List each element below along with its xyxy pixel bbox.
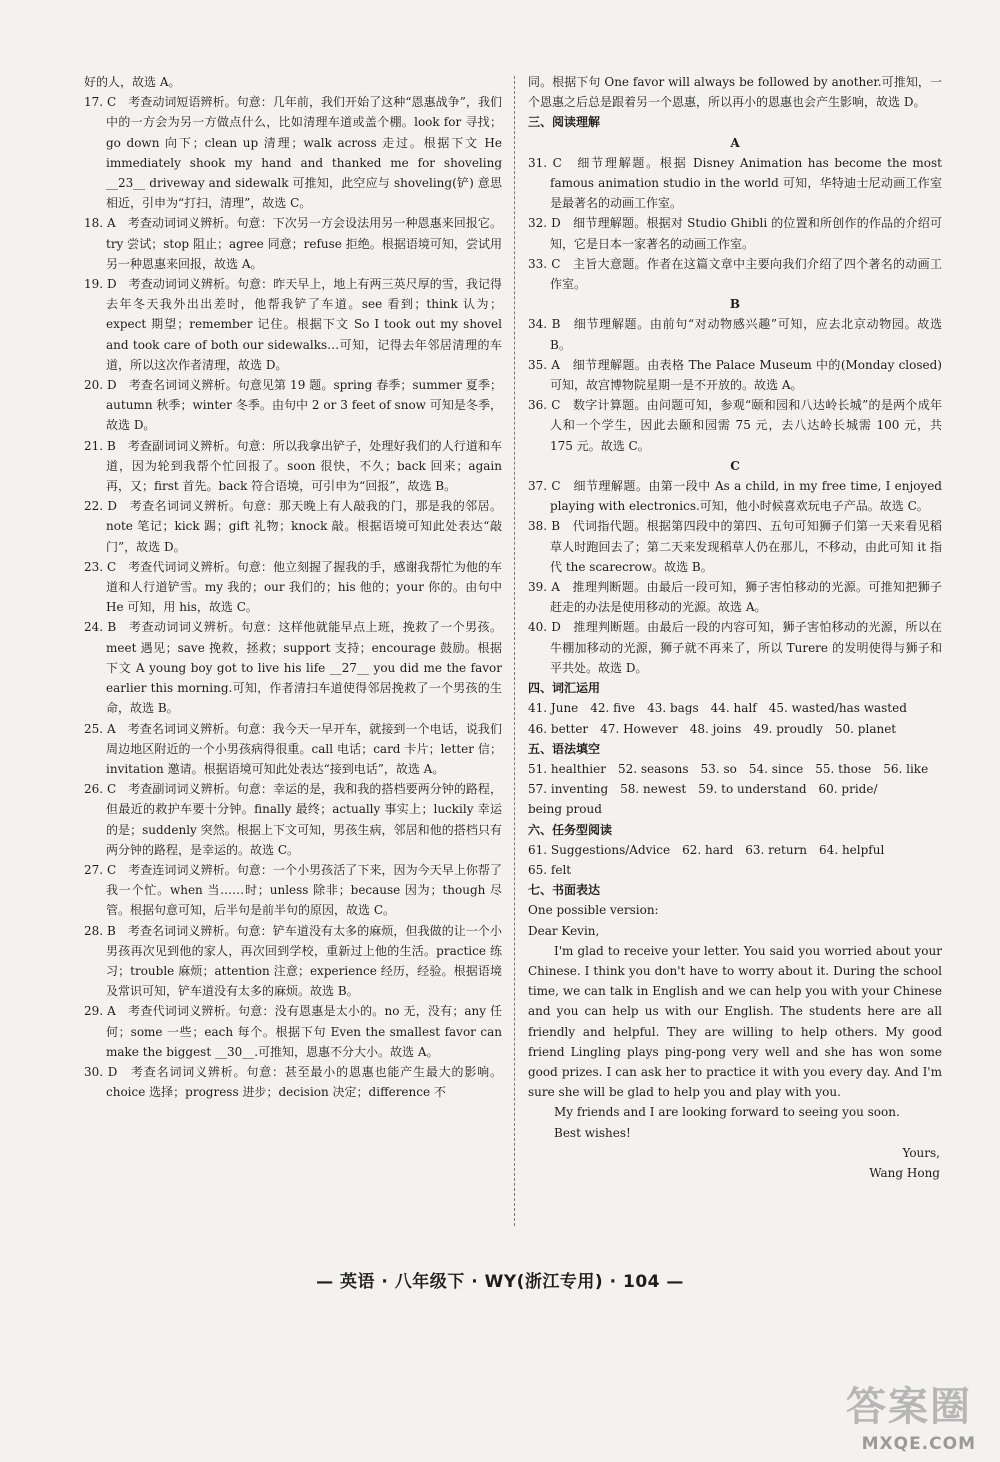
answer-cell: being proud [528, 802, 602, 817]
answer-item: 27. C 考查连词词义辨析。句意：一个小男孩活了下来，因为今天早上你帮了我一个忙。when 当……时；unless 除非；because 因为；though 尽管。根据句意可知，后半句是前半句的原因，故选 C。 [84, 862, 502, 918]
left-column [84, 72, 502, 1102]
answer-cell: 48. joins [689, 721, 742, 736]
answer-item: 28. B 考查名词词义辨析。句意：铲车道没有太多的麻烦，但我做的让一个小男孩再次见到他的家人，再次回到学校，重新过上他的生活。practice 练习；trouble 麻烦；attention 注意；experience 经历，经验。根据语境及常识可知，铲车道没有太多的麻烦。故选 B。 [84, 923, 502, 999]
answer-item: 26. C 考查副词词义辨析。句意：幸运的是，我和我的搭档要两分钟的路程，但最近的救护车要十分钟。finally 最终；actually 事实上；luckily 幸运的是；suddenly 突然。根据上下文可知，男孩生病，邻居和他的搭档只有两分钟的路程，是幸运的。故选 C。 [84, 782, 502, 857]
answer-item: 39. A 推理判断题。由最后一段可知，狮子害怕移动的光源。可推知把狮子赶走的办法是使用移动的光源。故选 A。 [528, 580, 942, 615]
answer-cell: 41. June [528, 701, 579, 716]
answer-cell: 64. helpful [819, 842, 885, 857]
essay-paragraph: My friends and I are looking forward to seeing you soon. [554, 1105, 900, 1120]
answer-cell: 52. seasons [617, 761, 689, 776]
answer-item: 30. D 考查名词词义辨析。句意：甚至最小的恩惠也能产生最大的影响。choice 选择；progress 进步；decision 决定；difference 不 [84, 1064, 502, 1100]
answer-row [528, 799, 942, 819]
answer-row [528, 779, 942, 799]
essay-paragraph: I'm glad to receive your letter. You said you worried about your Chinese. I think you don't have to worry about it. During the school time, we can talk in English and we can help you with your Chinese and you can help us with our English. The students here are all friendly and helpful. They are willing to help others. My good friend Lingling plays ping-pong very well and she has won some good prizes. I can ask her to practice it with you every day. And I'm sure she will be glad to help you and play with you. [528, 943, 942, 1100]
watermark-logo [796, 1382, 986, 1456]
answer-cell: 53. so [700, 761, 737, 776]
watermark-url: MXQE.COM [861, 1434, 976, 1454]
answer-item: 19. D 考查动词词义辨析。句意：昨天早上，地上有两三英尺厚的雪，我记得去年冬天我外出出差时，他帮我铲了车道。see 看到；think 认为；expect 期望；remember 记住。根据下文 So I took out my shovel and took care of both our sidewalks…可知，记得去年邻居清理的车道，所以这次作者清理，故选 D。 [84, 277, 502, 372]
essay-signature: Yours, [902, 1145, 940, 1160]
answer-row [528, 860, 942, 880]
watermark-mark: 答案圈 [846, 1384, 972, 1430]
answer-cell: 50. planet [834, 721, 897, 736]
answer-item: 37. C 细节理解题。由第一段中 As a child, in my free time, I enjoyed playing with electronics.可知，他小时候喜欢玩电子产品。故选 C。 [528, 479, 942, 514]
answer-cell: 55. those [815, 761, 872, 776]
answer-item: 38. B 代词指代题。根据第四段中的第四、五句可知狮子们第一天来看见稻草人时跑回去了；第二天来发现稻草人仍在那儿，不移动，由此可知 it 指代 the scarecrow。故选 B。 [528, 519, 942, 574]
answer-cell: 45. wasted/has wasted [768, 701, 907, 716]
answer-cell: 60. pride/ [818, 782, 878, 797]
answer-row [528, 698, 942, 718]
page-footer: — 英语 · 八年级下 · WY(浙江专用) · 104 — [316, 1272, 684, 1292]
answer-cell: 56. like [883, 761, 929, 776]
answer-cell: 44. half [710, 701, 757, 716]
answer-cell: 46. better [528, 721, 589, 736]
essay-paragraph: Best wishes! [554, 1125, 631, 1140]
answer-cell: 63. return [745, 842, 808, 857]
answer-item: 18. A 考查动词词义辨析。句意：下次另一方会设法用另一种恩惠来回报它。try 尝试；stop 阻止；agree 同意；refuse 拒绝。根据语境可知，尝试用另一种恩惠来回报，故选 A。 [84, 216, 502, 271]
continued-text: 同。根据下句 One favor will always be followed by another.可推知，一个恩惠之后总是跟着另一个恩惠，所以再小的恩惠也会产生影响，故选 D。 [528, 75, 942, 110]
answer-cell: 42. five [590, 701, 636, 716]
answer-item: 36. C 数字计算题。由问题可知，参观“颐和园和八达岭长城”的是两个成年人和一个学生，因此去颐和园需 75 元，去八达岭长城需 100 元，共 175 元。故选 C。 [528, 398, 942, 453]
answer-cell: 49. proudly [753, 721, 823, 736]
answer-item: 31. C 细节理解题。根据 Disney Animation has become the most famous animation studio in the world 可知，华特迪士尼动画工作室是最著名的动画工作室。 [528, 155, 942, 211]
essay-line: One possible version: [528, 903, 659, 918]
passage-label: A [730, 135, 740, 150]
passage-label: B [729, 297, 741, 312]
section-heading: 三、阅读理解 [528, 115, 601, 130]
answer-item: 29. A 考查代词词义辨析。句意：没有恩惠是太小的。no 无，没有；any 任何；some 一些；each 每个。根据下句 Even the smallest favor can make the biggest __30__.可推知，恩惠不分大小。故选 A。 [84, 1004, 502, 1059]
answer-cell: 62. hard [682, 842, 734, 857]
continued-text: 好的人，故选 A。 [84, 75, 181, 89]
section-heading: 五、语法填空 [528, 741, 601, 756]
answer-item: 35. A 细节理解题。由表格 The Palace Museum 中的(Monday closed)可知，故宫博物院星期一是不开放的。故选 A。 [528, 357, 942, 393]
answer-item: 34. B 细节理解题。由前句“对动物感兴趣”可知，应去北京动物园。故选 B。 [528, 317, 942, 352]
right-column [528, 72, 942, 1183]
answer-item: 25. A 考查名词词义辨析。句意：我今天一早开车，就接到一个电话，说我们周边地区附近的一个小男孩病得很重。call 电话；card 卡片；letter 信；invitation 邀请。根据语境可知此处表达“接到电话”，故选 A。 [84, 721, 502, 776]
essay-signature: Wang Hong [869, 1165, 940, 1180]
answer-item: 32. D 细节理解题。根据对 Studio Ghibli 的位置和所创作的作品的介绍可知，它是日本一家著名的动画工作室。 [528, 216, 942, 251]
answer-item: 20. D 考查名词词义辨析。句意见第 19 题。spring 春季；summer 夏季；autumn 秋季；winter 冬季。由句中 2 or 3 feet of snow 可知是冬季，故选 D。 [84, 378, 502, 433]
section-heading: 六、任务型阅读 [528, 822, 613, 837]
answer-item: 17. C 考查动词短语辨析。句意：几年前，我们开始了这种“恩惠战争”，我们中的一方会为另一方做点什么，比如清理车道或盖个棚。look for 寻找；go down 向下；clean up 清理；walk across 走过。根据下文 He immediately shook my hand and thanked me for shoveling __23__ driveway and sidewalk 可推知，此空应与 shoveling(铲) 意思相近，引申为“打扫，清理”，故选 C。 [84, 95, 502, 211]
answer-item: 40. D 推理判断题。由最后一段的内容可知，狮子害怕移动的光源，所以在牛棚加移动的光源，狮子就不再来了，所以 Turere 的发明使得与狮子和平共处。故选 D。 [528, 620, 942, 675]
answer-item: 24. B 考查动词词义辨析。句意：这样他就能早点上班，挽救了一个男孩。meet 遇见；save 挽救，拯救；support 支持；encourage 鼓励。根据下文 A young boy got to live his life __27__ you did me the favor earlier this morning.可知，作者清扫车道使得邻居挽救了一个男孩的生命，故选 B。 [84, 620, 502, 716]
answer-item: 23. C 考查代词词义辨析。句意：他立刻握了握我的手，感谢我帮忙为他的车道和人行道铲雪。my 我的；our 我们的；his 他的；your 你的。由句中 He 可知，用 his，故选 C。 [84, 559, 502, 615]
section-heading: 四、词汇运用 [528, 681, 601, 696]
answer-item: 33. C 主旨大意题。作者在这篇文章中主要向我们介绍了四个著名的动画工作室。 [528, 256, 942, 292]
answer-cell: 59. to understand [698, 782, 807, 797]
answer-cell: 65. felt [528, 862, 572, 877]
answer-cell: 43. bags [647, 701, 699, 716]
answer-cell: 54. since [748, 761, 804, 776]
answer-cell: 61. Suggestions/Advice [528, 842, 671, 857]
answer-item: 22. D 考查名词词义辨析。句意：那天晚上有人敲我的门，那是我的邻居。note 笔记；kick 踢；gift 礼物；knock 敲。根据语境可知此处表达“敲门”，故选 D。 [84, 499, 502, 554]
answer-item: 21. B 考查副词词义辨析。句意：所以我拿出铲子，处理好我们的人行道和车道，因为轮到我帮个忙回报了。soon 很快，不久；back 回来；again 再，又；first 首先。back 符合语境，可引申为“回报”，故选 B。 [84, 438, 502, 494]
answer-row [528, 759, 942, 779]
column-divider [514, 76, 515, 1226]
answer-cell: 47. However [600, 721, 678, 736]
section-heading: 七、书面表达 [528, 883, 601, 898]
essay-line: Dear Kevin, [528, 923, 600, 938]
answer-row [528, 719, 942, 739]
answer-cell: 57. inventing [528, 782, 609, 797]
passage-label: C [730, 458, 740, 473]
answer-row [528, 840, 942, 860]
answer-cell: 51. healthier [528, 761, 606, 776]
answer-cell: 58. newest [620, 782, 687, 797]
